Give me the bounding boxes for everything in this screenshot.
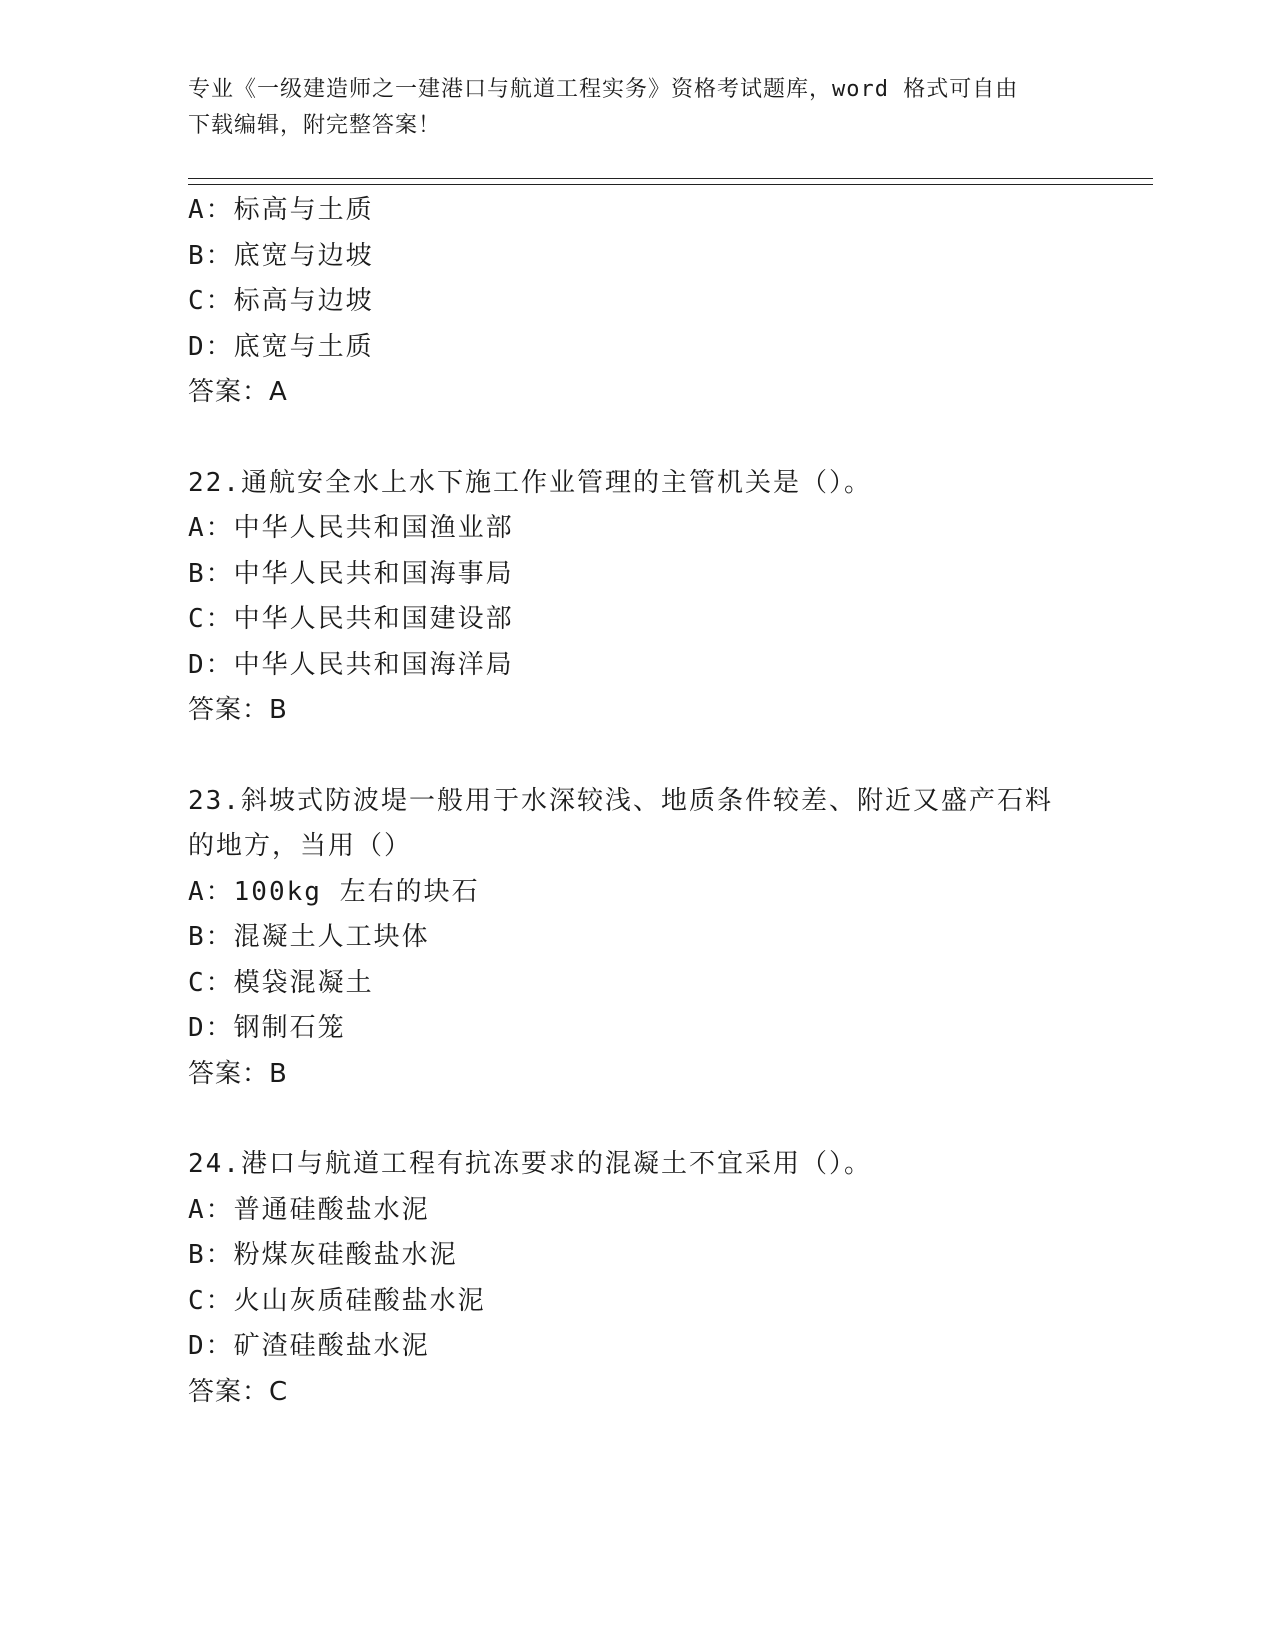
question-22 bbox=[188, 461, 1148, 734]
option-b: B：混凝土人工块体 bbox=[188, 922, 430, 952]
question-23 bbox=[188, 779, 1148, 1098]
option-b: B：中华人民共和国海事局 bbox=[188, 558, 514, 589]
answer-text: 答案：A bbox=[188, 377, 288, 407]
answer-text: 答案：C bbox=[188, 1376, 289, 1407]
option-c: C：中华人民共和国建设部 bbox=[188, 604, 514, 634]
option-a: A：标高与土质 bbox=[188, 195, 374, 225]
option-d: D：中华人民共和国海洋局 bbox=[188, 649, 514, 680]
question-title: 22.通航安全水上水下施工作业管理的主管机关是（）。 bbox=[188, 467, 872, 498]
option-a: A：100kg 左右的块石 bbox=[188, 876, 480, 907]
question-24 bbox=[188, 1142, 1148, 1415]
question-title-line-2: 的地方，当用（） bbox=[188, 831, 413, 861]
header-divider-top bbox=[188, 178, 1153, 179]
option-a: A：普通硅酸盐水泥 bbox=[188, 1194, 430, 1225]
question-title-line-1: 23.斜坡式防波堤一般用于水深较浅、地质条件较差、附近又盛产石料 bbox=[188, 785, 1053, 816]
question-list bbox=[188, 188, 1148, 1415]
option-b: B：粉煤灰硅酸盐水泥 bbox=[188, 1240, 458, 1270]
header-line-1: 专业《一级建造师之一建港口与航道工程实务》资格考试题库，word 格式可自由 bbox=[188, 77, 1019, 102]
answer-text: 答案：B bbox=[188, 695, 288, 725]
option-d: D：矿渣硅酸盐水泥 bbox=[188, 1331, 430, 1361]
option-c: C：模袋混凝土 bbox=[188, 967, 374, 998]
answer-text: 答案：B bbox=[188, 1058, 288, 1089]
option-d: D：底宽与土质 bbox=[188, 331, 374, 362]
option-c: C：标高与边坡 bbox=[188, 286, 374, 316]
option-d: D：钢制石笼 bbox=[188, 1013, 346, 1043]
header-divider-bottom bbox=[188, 184, 1153, 185]
question-title: 24.港口与航道工程有抗冻要求的混凝土不宜采用（）。 bbox=[188, 1149, 872, 1179]
option-c: C：火山灰质硅酸盐水泥 bbox=[188, 1285, 486, 1316]
document-header bbox=[188, 72, 1068, 144]
option-a: A：中华人民共和国渔业部 bbox=[188, 513, 514, 543]
header-line-2: 下载编辑，附完整答案！ bbox=[188, 113, 442, 138]
option-b: B：底宽与边坡 bbox=[188, 240, 374, 271]
question-21 bbox=[188, 188, 1148, 416]
